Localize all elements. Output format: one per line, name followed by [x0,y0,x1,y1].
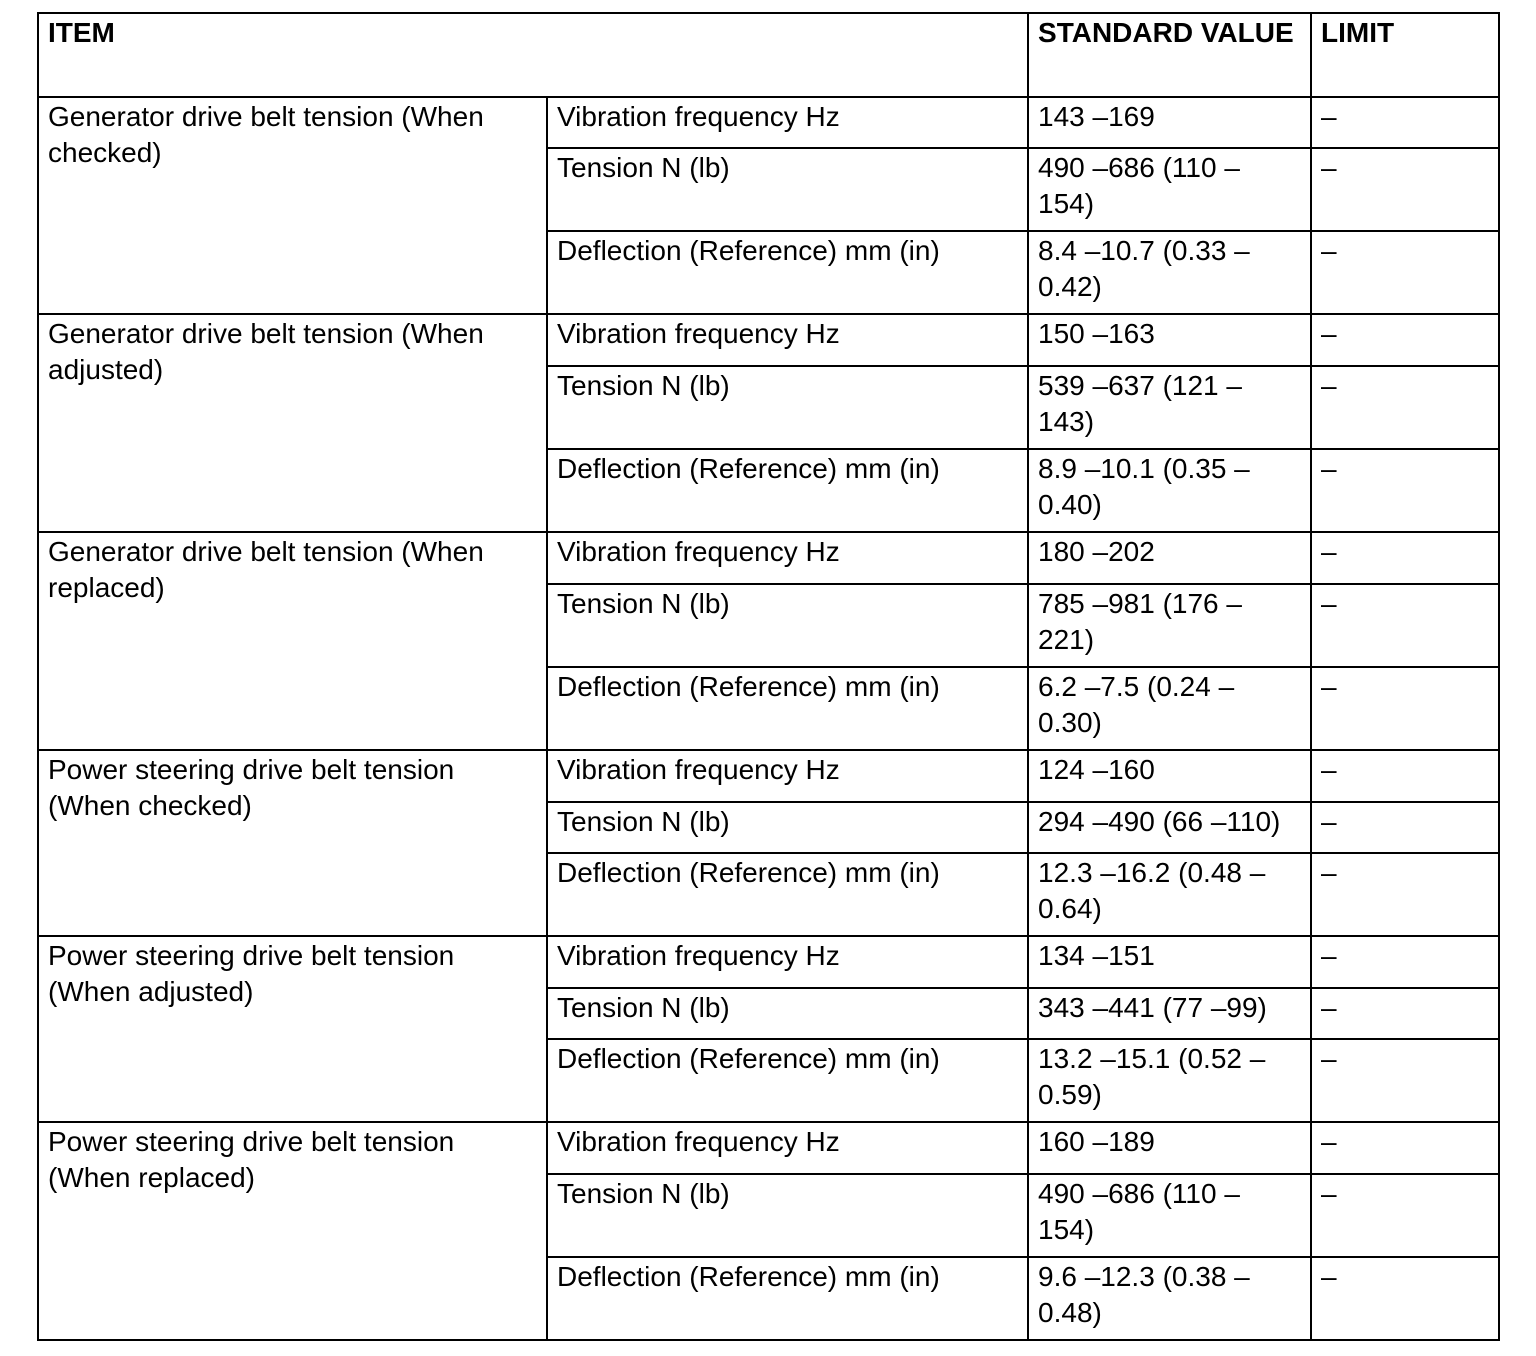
standard-value-cell: 124 –160 [1028,750,1311,802]
parameter-cell: Deflection (Reference) mm (in) [547,853,1028,936]
parameter-cell: Tension N (lb) [547,988,1028,1039]
limit-cell: – [1311,584,1499,667]
header-item: ITEM [38,13,1028,97]
parameter-cell: Vibration frequency Hz [547,97,1028,148]
parameter-cell: Tension N (lb) [547,366,1028,449]
parameter-cell: Vibration frequency Hz [547,936,1028,988]
standard-value-cell: 143 –169 [1028,97,1311,148]
parameter-cell: Vibration frequency Hz [547,750,1028,802]
parameter-cell: Tension N (lb) [547,1174,1028,1257]
limit-cell: – [1311,148,1499,231]
item-cell: Power steering drive belt tension (When adjusted) [38,936,547,1122]
standard-value-cell: 343 –441 (77 –99) [1028,988,1311,1039]
parameter-cell: Deflection (Reference) mm (in) [547,1039,1028,1122]
standard-value-cell: 12.3 –16.2 (0.48 – 0.64) [1028,853,1311,936]
parameter-cell: Vibration frequency Hz [547,314,1028,366]
standard-value-cell: 539 –637 (121 – 143) [1028,366,1311,449]
limit-cell: – [1311,802,1499,853]
table-row [38,314,1499,366]
table-row [38,750,1499,802]
parameter-cell: Tension N (lb) [547,802,1028,853]
standard-value-cell: 8.4 –10.7 (0.33 – 0.42) [1028,231,1311,314]
item-cell: Power steering drive belt tension (When replaced) [38,1122,547,1340]
standard-value-cell: 9.6 –12.3 (0.38 – 0.48) [1028,1257,1311,1340]
standard-value-cell: 180 –202 [1028,532,1311,584]
standard-value-cell: 6.2 –7.5 (0.24 – 0.30) [1028,667,1311,750]
table-row [38,1122,1499,1174]
item-cell: Power steering drive belt tension (When checked) [38,750,547,936]
limit-cell: – [1311,231,1499,314]
parameter-cell: Deflection (Reference) mm (in) [547,449,1028,532]
parameter-cell: Deflection (Reference) mm (in) [547,1257,1028,1340]
standard-value-cell: 490 –686 (110 – 154) [1028,148,1311,231]
parameter-cell: Deflection (Reference) mm (in) [547,231,1028,314]
limit-cell: – [1311,853,1499,936]
item-cell: Generator drive belt tension (When checked) [38,97,547,314]
limit-cell: – [1311,988,1499,1039]
header-limit: LIMIT [1311,13,1499,97]
limit-cell: – [1311,1257,1499,1340]
limit-cell: – [1311,366,1499,449]
standard-value-cell: 294 –490 (66 –110) [1028,802,1311,853]
specification-table [37,12,1500,1341]
parameter-cell: Tension N (lb) [547,584,1028,667]
item-cell: Generator drive belt tension (When replaced) [38,532,547,750]
limit-cell: – [1311,936,1499,988]
standard-value-cell: 490 –686 (110 – 154) [1028,1174,1311,1257]
limit-cell: – [1311,1174,1499,1257]
limit-cell: – [1311,1122,1499,1174]
standard-value-cell: 160 –189 [1028,1122,1311,1174]
table-row [38,97,1499,148]
table-row [38,936,1499,988]
limit-cell: – [1311,314,1499,366]
standard-value-cell: 785 –981 (176 – 221) [1028,584,1311,667]
parameter-cell: Vibration frequency Hz [547,1122,1028,1174]
parameter-cell: Deflection (Reference) mm (in) [547,667,1028,750]
limit-cell: – [1311,1039,1499,1122]
standard-value-cell: 150 –163 [1028,314,1311,366]
parameter-cell: Vibration frequency Hz [547,532,1028,584]
header-standard-value: STANDARD VALUE [1028,13,1311,97]
standard-value-cell: 8.9 –10.1 (0.35 – 0.40) [1028,449,1311,532]
limit-cell: – [1311,449,1499,532]
standard-value-cell: 134 –151 [1028,936,1311,988]
limit-cell: – [1311,97,1499,148]
standard-value-cell: 13.2 –15.1 (0.52 – 0.59) [1028,1039,1311,1122]
table-row [38,532,1499,584]
limit-cell: – [1311,667,1499,750]
limit-cell: – [1311,532,1499,584]
item-cell: Generator drive belt tension (When adjusted) [38,314,547,532]
header-row [38,13,1499,97]
limit-cell: – [1311,750,1499,802]
parameter-cell: Tension N (lb) [547,148,1028,231]
